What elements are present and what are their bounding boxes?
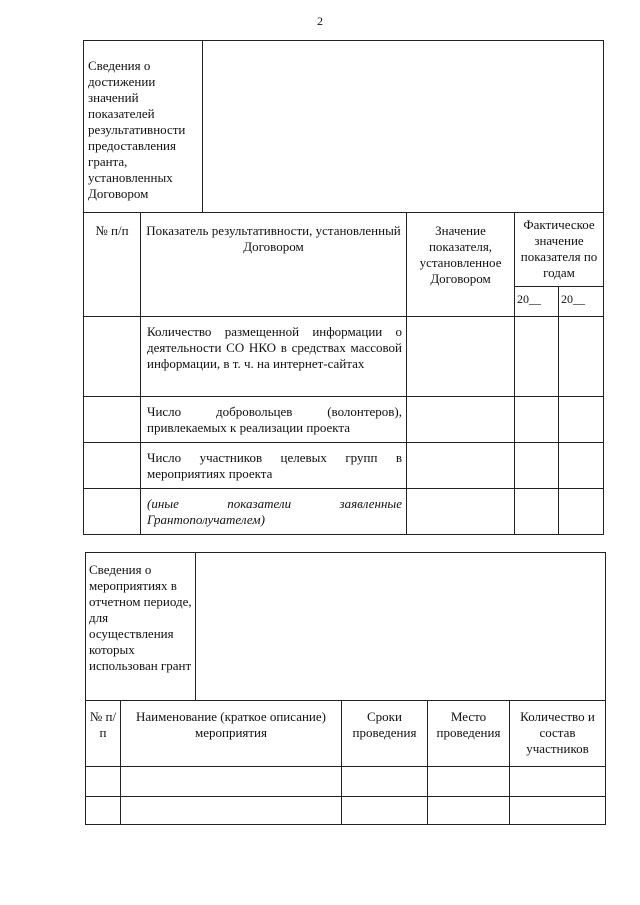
table-row bbox=[84, 397, 604, 443]
row-indicator-cell: (иные показатели заявленные Грантополучателем) bbox=[141, 489, 407, 535]
row-year1-cell[interactable] bbox=[515, 397, 559, 443]
events-header-row bbox=[86, 701, 606, 767]
row-year1-cell[interactable] bbox=[515, 489, 559, 535]
row-indicator-cell: Число добровольцев (волонтеров), привлекаемых к реализации проекта bbox=[141, 397, 407, 443]
table-row bbox=[86, 797, 606, 825]
row-num-cell[interactable] bbox=[84, 443, 141, 489]
events-section-value[interactable] bbox=[196, 553, 606, 701]
indicators-table bbox=[83, 40, 604, 535]
row-num-cell[interactable] bbox=[84, 397, 141, 443]
table-row bbox=[84, 489, 604, 535]
table-row bbox=[84, 317, 604, 397]
header-value: Значение показателя, установленное Договором bbox=[407, 213, 515, 317]
row-year1-cell[interactable] bbox=[515, 317, 559, 397]
events-section-label: Сведения о мероприятиях в отчетном периоде, для осуществления которых использован грант bbox=[86, 553, 196, 701]
table-row bbox=[84, 443, 604, 489]
header-year-2: 20__ bbox=[559, 287, 604, 317]
row-value-cell[interactable] bbox=[407, 443, 515, 489]
row-value-cell[interactable] bbox=[407, 489, 515, 535]
indicators-section-label: Сведения о достижении значений показателей результативности предоставления гранта, установленных Договором bbox=[84, 41, 203, 213]
row-indicator-cell: Количество размещенной информации о деятельности СО НКО в средствах массовой информации, в т. ч. на интернет-сайтах bbox=[141, 317, 407, 397]
row-num-cell[interactable] bbox=[84, 489, 141, 535]
row-place-cell[interactable] bbox=[428, 767, 510, 797]
row-year2-cell[interactable] bbox=[559, 443, 604, 489]
row-value-cell[interactable] bbox=[407, 317, 515, 397]
row-year2-cell[interactable] bbox=[559, 397, 604, 443]
page-number: 2 bbox=[317, 14, 323, 28]
header-participants: Количество и состав участников bbox=[510, 701, 606, 767]
row-num-cell[interactable] bbox=[86, 767, 121, 797]
row-value-cell[interactable] bbox=[407, 397, 515, 443]
header-num: № п/п bbox=[86, 701, 121, 767]
indicators-section-row bbox=[84, 41, 604, 213]
row-year2-cell[interactable] bbox=[559, 317, 604, 397]
events-table bbox=[85, 552, 606, 825]
header-event-name: Наименование (краткое описание) мероприятия bbox=[121, 701, 342, 767]
row-event-name-cell[interactable] bbox=[121, 797, 342, 825]
row-indicator-cell: Число участников целевых групп в мероприятиях проекта bbox=[141, 443, 407, 489]
row-event-name-cell[interactable] bbox=[121, 767, 342, 797]
row-year2-cell[interactable] bbox=[559, 489, 604, 535]
header-year-1: 20__ bbox=[515, 287, 559, 317]
events-section-row bbox=[86, 553, 606, 701]
header-num: № п/п bbox=[84, 213, 141, 317]
row-participants-cell[interactable] bbox=[510, 767, 606, 797]
header-actual: Фактическое значение показателя по годам bbox=[515, 213, 604, 287]
row-year1-cell[interactable] bbox=[515, 443, 559, 489]
row-num-cell[interactable] bbox=[86, 797, 121, 825]
row-place-cell[interactable] bbox=[428, 797, 510, 825]
header-place: Место проведения bbox=[428, 701, 510, 767]
header-dates: Сроки проведения bbox=[342, 701, 428, 767]
header-indicator: Показатель результативности, установленный Договором bbox=[141, 213, 407, 317]
table-row bbox=[86, 767, 606, 797]
row-num-cell[interactable] bbox=[84, 317, 141, 397]
row-dates-cell[interactable] bbox=[342, 797, 428, 825]
row-participants-cell[interactable] bbox=[510, 797, 606, 825]
indicators-section-value[interactable] bbox=[203, 41, 604, 213]
indicators-header-row bbox=[84, 213, 604, 287]
row-dates-cell[interactable] bbox=[342, 767, 428, 797]
